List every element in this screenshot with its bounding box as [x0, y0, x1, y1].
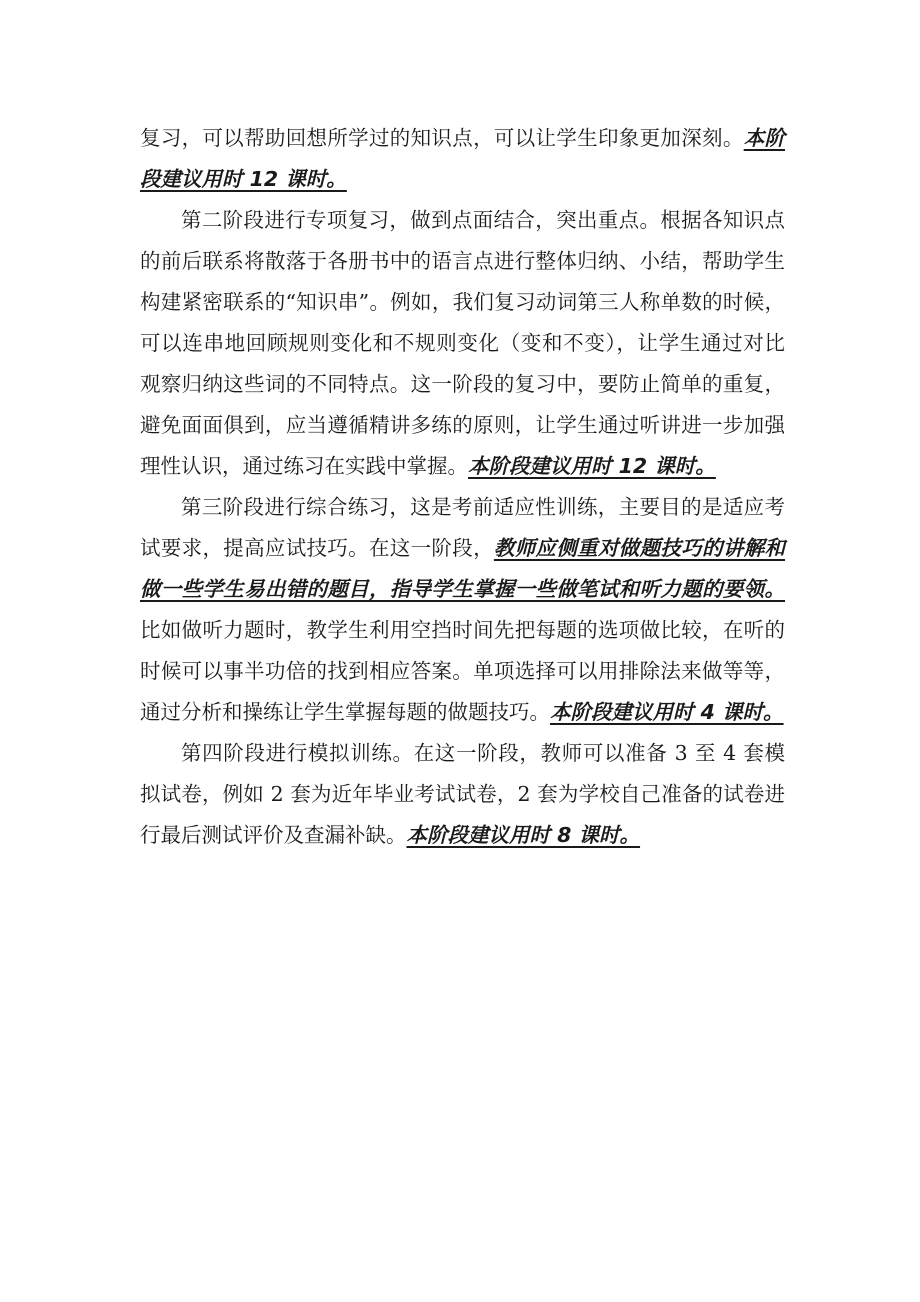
time-recommendation: 本阶段建议用时 12 课时。: [140, 126, 786, 191]
paragraph-text: 第四阶段进行模拟训练。在这一阶段，教师可以准备 3 至 4 套模拟试卷，例如 2 套为近年毕业考试试卷，2 套为学校自己准备的试卷进行最后测试评价及查漏补缺。: [140, 741, 785, 847]
time-recommendation: 本阶段建议用时 4 课时。: [550, 700, 784, 724]
key-point-emphasis: 教师应侧重对做题技巧的讲解和做一些学生易出错的题目，指导学生掌握一些做笔试和听力题的要领。: [140, 536, 786, 601]
paragraph-stage-two: [140, 200, 785, 487]
paragraph-continuation: [140, 118, 785, 200]
paragraph-stage-three: [140, 487, 785, 733]
paragraph-text: 比如做听力题时，教学生利用空挡时间先把每题的选项做比较，在听的时候可以事半功倍的找到相应答案。单项选择可以用排除法来做等等，通过分析和操练让学生掌握每题的做题技巧。: [140, 618, 785, 724]
paragraph-stage-four: [140, 733, 785, 856]
time-recommendation: 本阶段建议用时 12 课时。: [468, 454, 716, 478]
paragraph-text: 复习，可以帮助回想所学过的知识点，可以让学生印象更加深刻。: [140, 126, 744, 150]
paragraph-text: 第三阶段进行综合练习，这是考前适应性训练，主要目的是适应考试要求，提高应试技巧。在这一阶段，: [140, 495, 785, 560]
time-recommendation: 本阶段建议用时 8 课时。: [406, 823, 641, 847]
paragraph-text: 第二阶段进行专项复习，做到点面结合，突出重点。根据各知识点的前后联系将散落于各册书中的语言点进行整体归纳、小结，帮助学生构建紧密联系的“知识串”。例如，我们复习动词第三人称单数的时候，可以连串地回顾规则变化和不规则变化（变和不变），让学生通过对比观察归纳这些词的不同特点。这一阶段的复习中，要防止简单的重复，避免面面俱到，应当遵循精讲多练的原则，让学生通过听讲进一步加强理性认识，通过练习在实践中掌握。: [140, 208, 785, 478]
document-body: [140, 118, 785, 856]
